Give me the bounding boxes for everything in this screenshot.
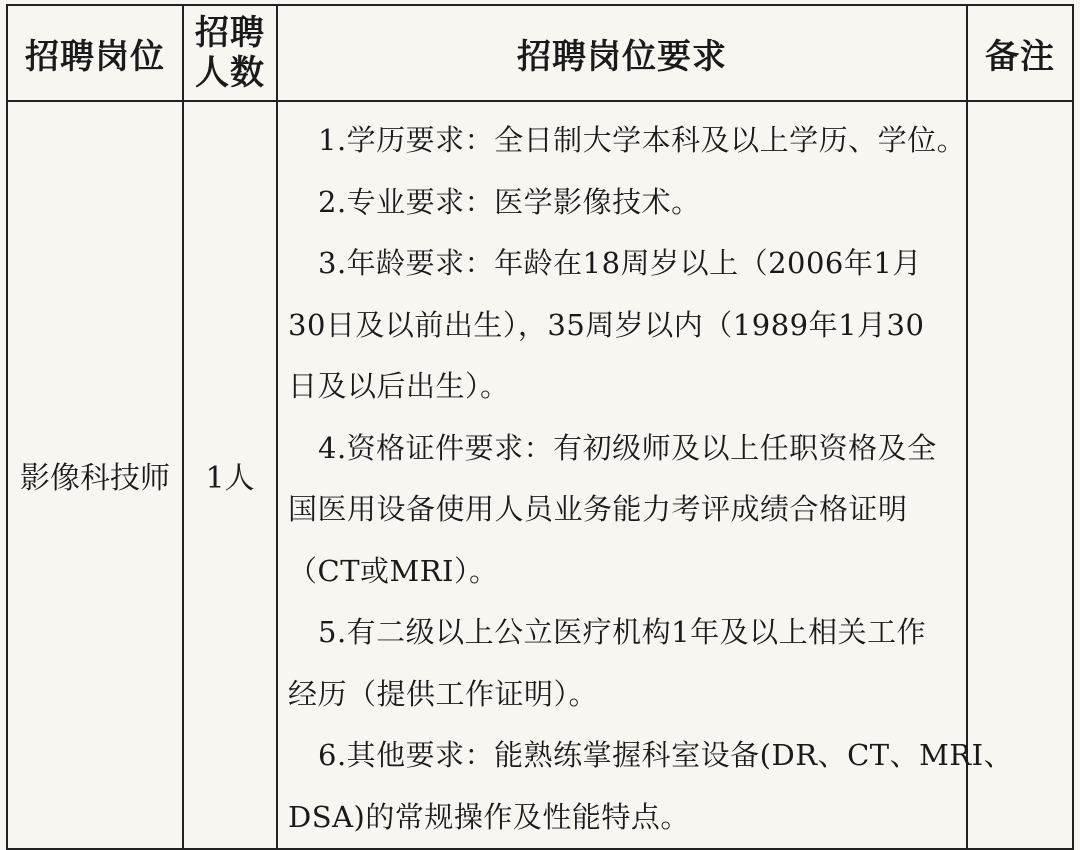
cell-position: 影像科技师: [7, 101, 183, 849]
requirement-line: 国医用设备使用人员业务能力考评成绩合格证明: [288, 492, 908, 526]
requirement-line: 1.学历要求：全日制大学本科及以上学历、学位。: [318, 123, 967, 157]
requirement-line: 3.年龄要求：年龄在18周岁以上（2006年1月: [318, 246, 922, 280]
requirement-line: 2.专业要求：医学影像技术。: [318, 184, 701, 219]
requirement-line: （CT或MRI）。: [288, 553, 499, 588]
recruitment-table-wrapper: [6, 4, 1072, 834]
header-count: [183, 5, 277, 101]
header-position: 招聘岗位: [7, 5, 183, 101]
cell-requirements: [277, 101, 1014, 849]
table-header-row: [7, 5, 1073, 101]
requirement-line: 经历（提供工作证明）。: [288, 676, 599, 711]
requirement-line: 5.有二级以上公立医疗机构1年及以上相关工作: [318, 615, 927, 649]
table-row: [7, 101, 1073, 849]
header-remarks: 备注: [967, 5, 1073, 101]
cell-count: 1人: [183, 101, 277, 849]
requirement-line: DSA)的常规操作及性能特点。: [288, 799, 690, 834]
recruitment-table: [6, 4, 1074, 850]
requirement-line: 日及以后出生）。: [288, 369, 510, 403]
requirement-line: 4.资格证件要求：有初级师及以上任职资格及全: [318, 430, 937, 465]
header-count-line2: 人数: [195, 53, 265, 93]
header-requirements: 招聘岗位要求: [277, 5, 967, 101]
requirement-line: 30日及以前出生），35周岁以内（1989年1月30: [288, 307, 925, 342]
requirement-line: 6.其他要求：能熟练掌握科室设备(DR、CT、MRI、: [318, 738, 1014, 772]
header-count-line1: 招聘: [195, 13, 265, 53]
